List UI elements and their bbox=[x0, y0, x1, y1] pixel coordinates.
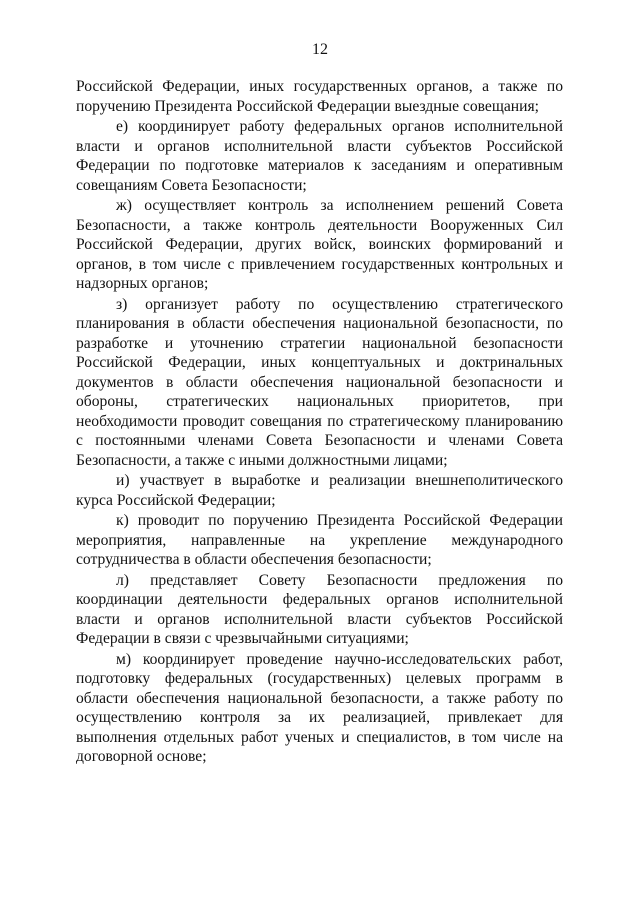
page-number: 12 bbox=[312, 41, 328, 58]
paragraph-item-e: е) координирует работу федеральных органов исполнительной власти и органов исполнительной власти субъектов Российской Федерации по подготовке материалов к заседаниям и оперативным совещаниям Совета Безопасности; bbox=[76, 118, 563, 194]
paragraph-item-k: к) проводит по поручению Президента Российской Федерации мероприятия, направленные на укрепление международного сотрудничества в области обеспечения безопасности; bbox=[76, 512, 563, 568]
paragraph-item-l: л) представляет Совету Безопасности предложения по координации деятельности федеральных органов исполнительной власти и органов исполнительной власти субъектов Российской Федерации в связи с чрезвычайными ситуациями; bbox=[76, 571, 563, 647]
paragraph-item-i: и) участвует в выработке и реализации внешнеполитического курса Российской Федерации; bbox=[76, 472, 563, 509]
paragraph-item-m: м) координирует проведение научно-исследовательских работ, подготовку федеральных (государственных) целевых программ в области обеспечения национальной безопасности, а также работу по осуществлению контроля за их реализацией, привлекает для выполнения отдельных работ ученых и специалистов, в том числе на договорной основе; bbox=[76, 650, 563, 765]
paragraph-item-zh: ж) осуществляет контроль за исполнением решений Совета Безопасности, а также контроль деятельности Вооруженных Сил Российской Федерации, других войск, воинских формирований и органов, в том числе с привлечением государственных контрольных и надзорных органов; bbox=[76, 197, 563, 292]
paragraph-item-z: з) организует работу по осуществлению стратегического планирования в области обеспечения национальной безопасности, по разработке и уточнению стратегии национальной безопасности Российской Федерации, иных концептуальных и доктринальных документов в области обеспечения национальной безопасности и обороны, стратегических национальных приоритетов, при необходимости проводит совещания по стратегическому планированию с постоянными членами Совета Безопасности и членами Совета Безопасности, а также с иными должностными лицами; bbox=[76, 295, 563, 469]
paragraph-continuation: Российской Федерации, иных государственных органов, а также по поручению Президента Российской Федерации выездные совещания; bbox=[76, 78, 563, 115]
document-body bbox=[76, 77, 563, 768]
